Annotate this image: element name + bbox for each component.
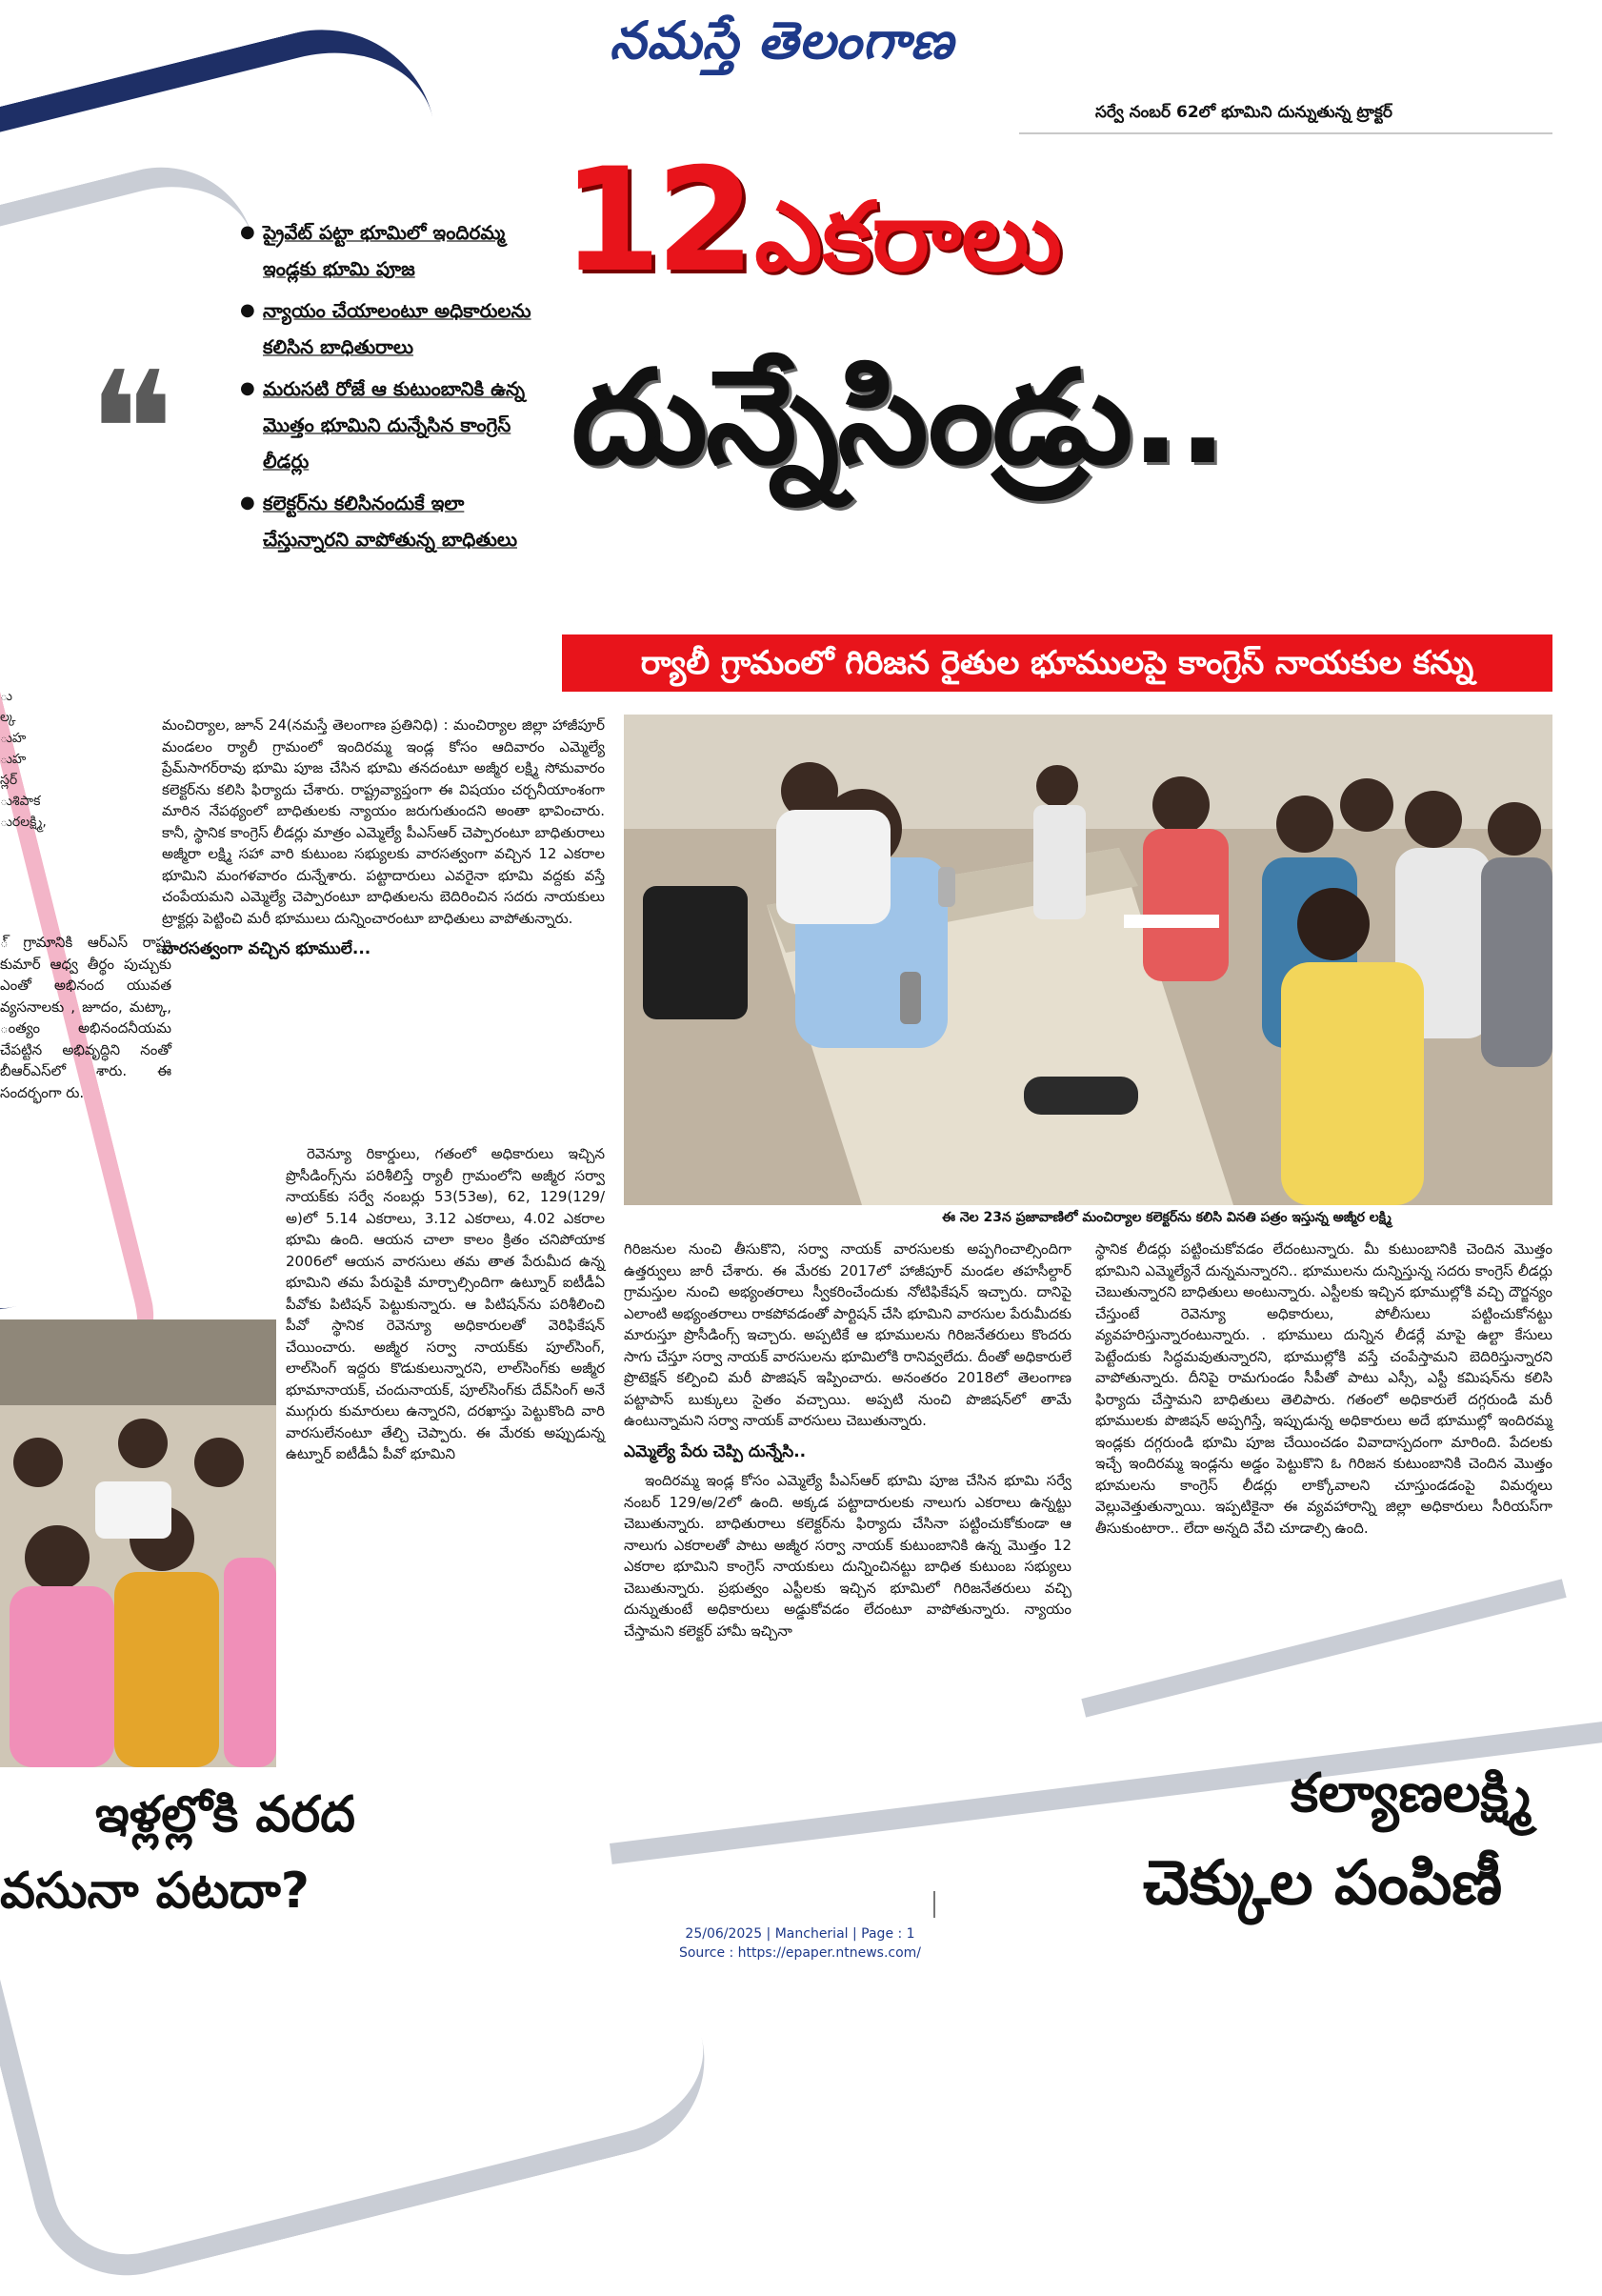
article-paragraph: ఇందిరమ్మ ఇండ్ల కోసం ఎమ్మెల్యే పీఎస్‌ఆర్ భూమి పూజ చేసిన భూమి సర్వే నంబర్ 129/అ/2లో ఉంది. అక్కడ పట్టాదారులకు నాలుగు ఎకరాలు ఉన్నట్టు చెబుతున్నారు. బాధితురాలు కలెక్టర్‌ను ఫిర్యాదు చేసినా పట్టించుకోకుండా ఆ నాలుగు ఎకరాలతో పాటు అజ్మీర సర్వా నాయక్ కుటుంబానికి ఉన్న మొత్తం 12 ఎకరాల భూమిని కాంగ్రెస్ నాయకులు దున్నించినట్టు బాధిత కుటుంబ సభ్యులు చెబుతున్నారు. ప్రభుత్వం ఎస్టీలకు ఇచ్చిన భూమిలో గిరిజనేతరులు వచ్చి దున్నుతుంటే అధికారులు అడ్డుకోవడం లేదంటూ వాపోతున్నారు. న్యాయం చేస్తామని కలెక్టర్ హామీ ఇచ్చినా xyxy=(624,1472,1071,1640)
article-column-2 xyxy=(286,1143,605,1469)
strip-line: ురలక్ష్మి, xyxy=(0,815,47,830)
secondary-news-photo xyxy=(0,1319,276,1767)
article-column-3 xyxy=(624,1239,1071,1645)
newspaper-masthead[interactable]: నమస్తే తెలంగాణ xyxy=(610,10,954,70)
main-news-photo xyxy=(624,715,1552,1205)
article-column-1 xyxy=(162,715,605,968)
highlight-text: మరుసటి రోజే ఆ కుటుంబానికి ఉన్న మొత్తం భూమిని దున్నేసిన కాంగ్రెస్ లీడర్లు xyxy=(263,377,526,473)
highlight-text: ప్రైవేట్ పట్టా భూమిలో ఇందిరమ్మ ఇండ్లకు భూమి పూజ xyxy=(263,221,506,280)
quote-icon: ❝ xyxy=(88,337,175,526)
headline-word: ఎకరాలు xyxy=(754,181,1062,292)
strip-line: ల్క xyxy=(0,710,16,725)
bottom-left-headline-2: వసునా పటదా? xyxy=(0,1863,310,1920)
strip-line: ుహ xyxy=(0,752,27,767)
strip-line: ుహ xyxy=(0,731,27,746)
highlight-item xyxy=(246,485,531,557)
top-photo-caption: సర్వే నంబర్ 62లో భూమిని దున్నుతున్న ట్రాక్టర్ xyxy=(1095,103,1393,122)
red-subheadline-bar: ర్యాలీ గ్రామంలో గిరిజన రైతుల భూములపై కాంగ్రెస్ నాయకుల కన్ను xyxy=(562,634,1552,692)
strip-line: స్లర్ xyxy=(0,773,18,788)
subheading-mla-name: ఎమ్మెల్యే పేరు చెప్పి దున్నేసి.. xyxy=(624,1441,807,1461)
article-paragraph: గిరిజనుల నుంచి తీసుకొని, సర్వా నాయక్ వారసులకు అప్పగించాల్సిందిగా ఉత్తర్వులు జారీ చేశారు. ఈ మేరకు 2017లో హాజీపూర్ మండల తహసీల్దార్ గ్రామస్తుల నుంచి అభ్యంతరాలు స్వీకరించేందుకు నోటిఫికేషన్ ఇచ్చారు. దానిపై ఎలాంటి అభ్యంతరాలు రాకపోవడంతో పార్టిషన్ చేసి భూమిని వారసుల పేరుమీదకు మారుస్తూ ప్రొసీడింగ్స్ ఇచ్చారు. అప్పటికే ఆ భూములను గిరిజనేతరులు కొందరు సాగు చేస్తూ సర్వా నాయక్ వారసులను భూమిలోకి రానివ్వలేదు. దీంతో అధికారులే ప్రొటెక్షన్ కల్పించి మరీ పొజిషన్ ఇప్పించారు. అనంతరం 2018లో తెలంగాణ పట్టాపాస్ బుక్కులు సైతం వచ్చాయి. అప్పటి నుంచి పొజిషన్‌లో తామే ఉంటున్నామని సర్వా నాయక్ వారసులు చెబుతున్నారు. xyxy=(624,1240,1071,1429)
bottom-left-headline-1: ఇళ్లల్లోకి వరద xyxy=(95,1786,355,1843)
page-footer xyxy=(571,1924,1029,1963)
grey-frame-right xyxy=(1081,1579,1566,1717)
footer-source-link[interactable]: Source : https://epaper.ntnews.com/ xyxy=(678,1945,922,1961)
article-paragraph: స్థానిక లీడర్లు పట్టించుకోవడం లేదంటున్నారు. మీ కుటుంబానికి చెందిన మొత్తం భూమిని ఎమ్మెల్యేనే దున్నమన్నారని.. భూములను దున్నిస్తున్న సదరు కాంగ్రెస్ లీడర్లు చెబుతున్నారని బాధితులు అంటున్నారు. ఎస్టీలకు ఇచ్చిన భూముల్లోకి వచ్చి దౌర్జన్యం చేస్తుంటే రెవెన్యూ అధికారులు, పోలీసులు పట్టించుకోనట్టు వ్యవహరిస్తున్నారంటున్నారు. . భూములు దున్నిన లీడర్లే మాపై ఉల్టా కేసులు పెట్టేందుకు సిద్ధమవుతున్నారని, భూముల్లోకి వస్తే చంపేస్తామని బెదిరిస్తున్నారని వాపోతున్నారు. దీనిపై రామగుండం సీపీతో పాటు ఎస్సీ, ఎస్టీ కమిషన్‌ను కలిసి ఫిర్యాదు చేస్తామని బాధితులు తెలిపారు. గతంలో అధికారులే దగ్గరుండి మరీ భూములకు పొజిషన్ అప్పగిస్తే, ఇప్పుడున్న అధికారులు అదే భూముల్లో ఇందిరమ్మ ఇండ్లకు దగ్గరుండి భూమి పూజ చేయించడం వివాదాస్పదంగా మారింది. పేదలకు ఇచ్చే ఇందిరమ్మ ఇండ్లను అడ్డం పెట్టుకొని ఓ గిరిజన కుటుంబానికి చెందిన మొత్తం భూమలను కాంగ్రెస్ లీడర్లు లాక్కోవాలని చూస్తుండడంపై విమర్శలు వెల్లువెత్తుతున్నాయి. ఇప్పటికైనా ఈ వ్యవహారాన్ని జిల్లా అధికారులు సీరియస్‌గా తీసుకుంటారా.. లేదా అన్నది వేచి చూడాల్సి ఉంది. xyxy=(1095,1240,1552,1537)
photo-illustration xyxy=(624,715,1552,1205)
headline-line-1 xyxy=(562,138,1562,304)
bottom-right-headline-1: కల్యాణలక్ష్మి xyxy=(1291,1762,1532,1824)
footer-divider xyxy=(933,1891,935,1918)
highlight-item xyxy=(246,371,531,479)
strip-line: ు xyxy=(0,689,12,704)
strip-line: ుశిపాక xyxy=(0,794,41,809)
article-paragraph: రెవెన్యూ రికార్డులు, గతంలో అధికారులు ఇచ్చిన ప్రొసీడింగ్స్‌ను పరిశీలిస్తే ర్యాలీ గ్రామంలోని అజ్మీర సర్వా నాయక్‌కు సర్వే నంబర్లు 53(53అ), 62, 129(129/అ)లో 5.14 ఎకరాలు, 3.12 ఎకరాలు, 4.02 ఎకరాల భూమి ఉంది. ఆయన చాలా కాలం క్రితం చనిపోయాక 2006లో ఆయన వారసులు తమ తాత పేరుమీద ఉన్న భూమిని తమ పేరుపైకి మార్చాల్సిందిగా ఉట్నూర్ ఐటీడీఏ పీవోకు పిటిషన్ పెట్టుకున్నారు. ఆ పిటిషన్‌ను పరిశీలించి పీవో స్థానిక రెవెన్యూ అధికారులతో వెరిఫికేషన్ చేయించారు. అజ్మీర సర్వా నాయక్‌కు పూల్‌సింగ్, లాల్‌సింగ్ ఇద్దరు కొడుకులున్నారని, లాల్‌సింగ్‌కు అజ్మీర భూమానాయక్, చందునాయక్, పూల్‌సింగ్‌కు దేవ్‌సింగ్ అనే ముగ్గురు కుమారులు ఉన్నారని, దరఖాస్తు పెట్టుకొంది వారి వారసులేనంటూ తేల్చి చెప్పారు. ఈ మేరకు అప్పుడున్న ఉట్నూర్ ఐటీడీఏ పీవో భూమిని xyxy=(286,1145,605,1462)
article-column-4 xyxy=(1095,1239,1552,1542)
subheading-inheritance: వారసత్వంగా వచ్చిన భూములే... xyxy=(162,939,371,958)
photo-illustration-2 xyxy=(0,1319,276,1767)
caption-divider xyxy=(1019,132,1552,134)
highlight-text: కలెక్టర్‌ను కలిసినందుకే ఇలా చేస్తున్నారని వాపోతున్న బాధితులు xyxy=(263,492,518,551)
highlight-bullets xyxy=(246,214,531,563)
headline-line-2: దున్నేసిండ్రు.. xyxy=(571,343,1226,493)
adjacent-article-strip xyxy=(0,686,57,833)
highlight-item xyxy=(246,292,531,365)
highlight-item xyxy=(246,214,531,287)
highlight-text: న్యాయం చేయాలంటూ అధికారులను కలిసిన బాధితురాలు xyxy=(263,299,531,358)
adjacent-article-strip-2: ్ గ్రామానికి ఆర్‌ఎస్ రాష్ట్ర కుమార్ ఆధ్వ తీర్థం పుచ్చుకు ఎంతో అభినంద యువత వ్యసనాలకు , జూదం, మట్కా, ంత్యం అభినందనీయమ చేపట్టిన అభివృద్ధిని నంతో బీఆర్‌ఎస్‌లో శారు. ఈ సందర్భంగా రు. xyxy=(0,934,171,1101)
headline-number: 12 xyxy=(562,138,750,304)
footer-date-page: 25/06/2025 | Mancherial | Page : 1 xyxy=(685,1926,915,1942)
article-intro: మంచిర్యాల, జూన్ 24(నమస్తే తెలంగాణ ప్రతినిధి) : మంచిర్యాల జిల్లా హాజీపూర్ మండలం ర్యాలీ గ్రామంలో ఇందిరమ్మ ఇండ్ల కోసం ఆదివారం ఎమ్మెల్యే ప్రేమ్‌సాగర్‌రావు భూమి పూజ చేసిన భూమి తనదంటూ అజ్మీర లక్ష్మి సోమవారం కలెక్టర్‌ను కలిసి ఫిర్యాదు చేశారు. రాష్ట్రవ్యాప్తంగా ఈ విషయం చర్చనీయాంశంగా మారిన నేపథ్యంలో బాధితులకు న్యాయం జరుగుతుందని అంతా భావించారు. కానీ, స్థానిక కాంగ్రెస్ లీడర్లు మాత్రం ఎమ్మెల్యే పీఎస్‌ఆర్ చెప్పారంటూ బాధితురాలు అజ్మీరా లక్ష్మి సహా వారి కుటుంబ సభ్యులకు వారసత్వంగా వచ్చిన 12 ఎకరాల భూమిని మంగళవారం దున్నేశారు. పట్టాదారులు ఎవరైనా భూమి వద్దకు వస్తే చంపేయమని ఎమ్మెల్యే చెప్పారంటూ బాధితులను బెదిరించిన సదరు నాయకులు ట్రాక్టర్లు పెట్టించి మరీ భూములు దున్నించారంటూ బాధితులు వాపోతున్నారు. xyxy=(162,716,605,927)
bottom-right-headline-2: చెక్కుల పంపిణీ xyxy=(1143,1848,1503,1919)
photo-caption: ఈ నెల 23న ప్రజావాణిలో మంచిర్యాల కలెక్టర్‌ను కలిసి వినతి పత్రం ఇస్తున్న అజ్మీర లక్ష్మి xyxy=(942,1210,1392,1225)
